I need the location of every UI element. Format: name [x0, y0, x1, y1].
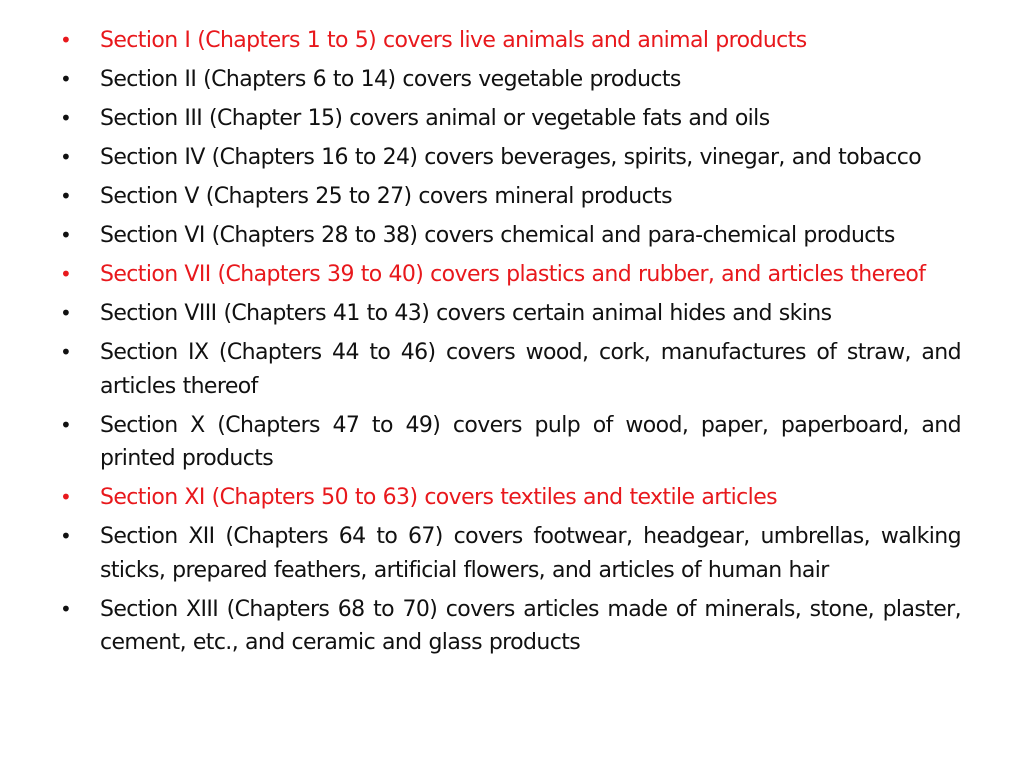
bullet-icon: •: [60, 485, 72, 509]
list-item-text: Section IV (Chapters 16 to 24) covers beverages, spirits, vinegar, and tobacco: [100, 145, 922, 170]
list-item-section-3: [60, 102, 961, 136]
list-item-section-1: [60, 24, 961, 58]
list-item-section-4: [60, 141, 961, 175]
hs-sections-list: [60, 24, 961, 665]
list-item-text: Section IX (Chapters 44 to 46) covers wood, cork, manufactures of straw, and articles thereof: [100, 340, 961, 399]
list-item-text: Section VIII (Chapters 41 to 43) covers certain animal hides and skins: [100, 301, 832, 326]
bullet-icon: •: [60, 596, 72, 621]
list-item-section-5: [60, 180, 961, 214]
list-item-text: Section V (Chapters 25 to 27) covers mineral products: [100, 184, 672, 209]
bullet-icon: •: [60, 524, 72, 548]
list-item-text: Section XI (Chapters 50 to 63) covers textiles and textile articles: [100, 485, 777, 510]
bullet-icon: •: [60, 340, 72, 364]
list-item-text: Section III (Chapter 15) covers animal or vegetable fats and oils: [100, 106, 770, 131]
bullet-icon: •: [60, 301, 72, 325]
list-item-text: Section XII (Chapters 64 to 67) covers footwear, headgear, umbrellas, walking sticks, prepared feathers, artificial flowers, and articles of human hair: [100, 524, 961, 583]
bullet-icon: •: [60, 412, 72, 437]
bullet-icon: •: [60, 184, 72, 208]
list-item-section-2: [60, 63, 961, 97]
list-item-text: Section X (Chapters 47 to 49) covers pulp of wood, paper, paperboard, and printed products: [100, 412, 961, 471]
bullet-icon: •: [60, 145, 72, 169]
list-item-section-8: [60, 297, 961, 331]
bullet-icon: •: [60, 67, 72, 91]
list-item-text: Section XIII (Chapters 68 to 70) covers articles made of minerals, stone, plaster, cement, etc., and ceramic and glass products: [100, 596, 961, 655]
list-item-section-10: [60, 409, 961, 476]
list-item-text: Section VII (Chapters 39 to 40) covers plastics and rubber, and articles thereof: [100, 262, 926, 287]
bullet-icon: •: [60, 223, 72, 247]
list-item-section-6: [60, 219, 961, 253]
list-item-section-12: [60, 520, 961, 587]
bullet-icon: •: [60, 106, 72, 130]
list-item-text: Section VI (Chapters 28 to 38) covers chemical and para-chemical products: [100, 223, 895, 248]
list-item-text: Section II (Chapters 6 to 14) covers vegetable products: [100, 67, 681, 92]
list-item-text: Section I (Chapters 1 to 5) covers live animals and animal products: [100, 28, 807, 53]
bullet-icon: •: [60, 28, 72, 52]
list-item-section-7: [60, 258, 961, 292]
bullet-icon: •: [60, 262, 72, 286]
list-item-section-13: [60, 593, 961, 660]
list-item-section-11: [60, 481, 961, 515]
list-item-section-9: [60, 336, 961, 403]
